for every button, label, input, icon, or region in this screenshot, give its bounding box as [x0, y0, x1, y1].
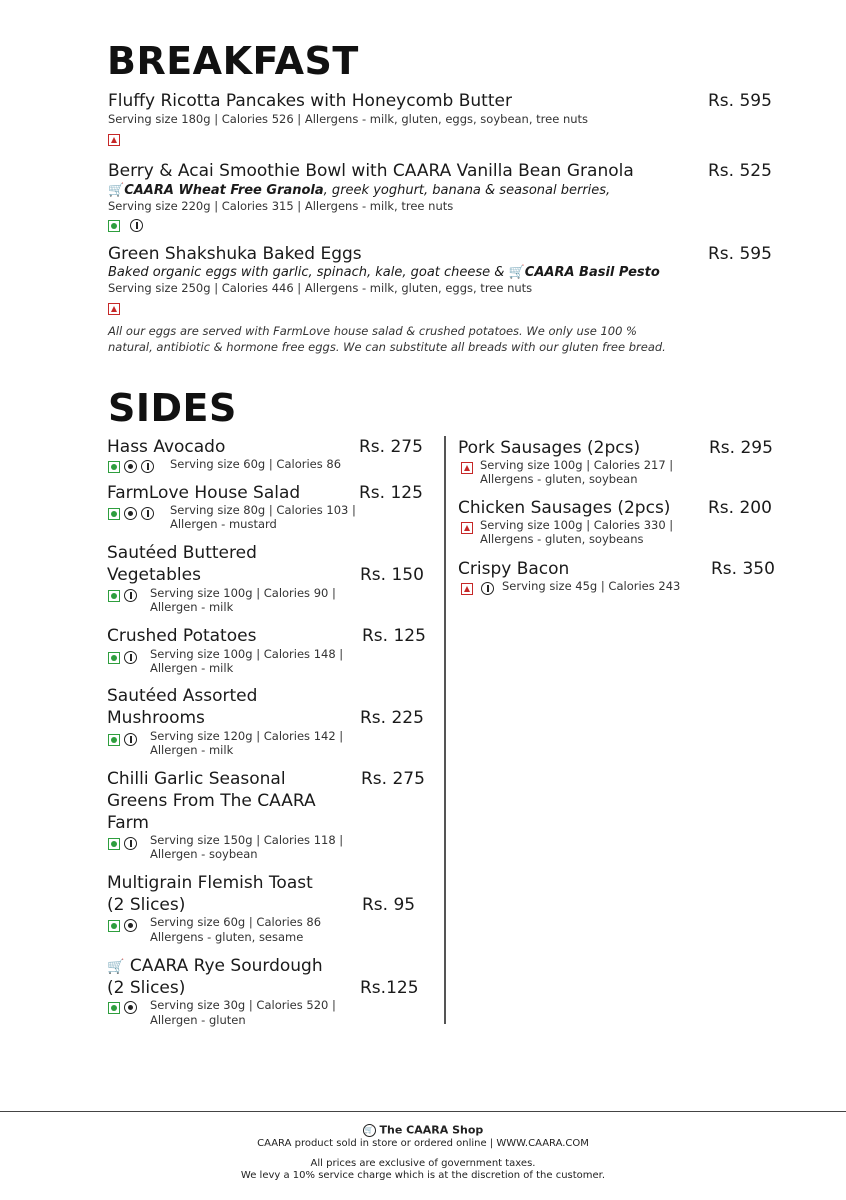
menu-item-description	[108, 264, 660, 281]
veg-icon	[108, 590, 120, 602]
side-item-price: Rs. 200	[708, 498, 772, 518]
side-item-meta: Serving size 60g | Calories 86	[170, 457, 342, 471]
side-item-allergen: Allergen - milk	[150, 661, 234, 675]
side-item-price: Rs. 295	[709, 438, 773, 458]
description-text: , greek yoghurt, banana & seasonal berries,	[323, 183, 611, 198]
footer-shop-title: The CAARA Shop	[379, 1123, 484, 1137]
caara-product-name: CAARA Basil Pesto	[524, 265, 660, 280]
menu-item-icons	[108, 219, 143, 232]
side-item-meta: Serving size 45g | Calories 243	[502, 579, 681, 593]
side-item-allergen: Allergen - gluten	[150, 1013, 246, 1027]
side-item-name: Crushed Potatoes	[107, 626, 257, 646]
side-item-allergen: Allergen - mustard	[170, 517, 277, 531]
side-item-price: Rs. 95	[362, 895, 416, 915]
gluten-free-icon	[481, 582, 494, 595]
side-item-icons	[108, 507, 154, 520]
side-item-name-line2: (2 Slices)	[107, 895, 186, 915]
side-item-price: Rs. 225	[360, 708, 424, 728]
menu-item-price: Rs. 595	[708, 91, 772, 111]
menu-item-meta: Serving size 250g | Calories 446 | Allergens - milk, gluten, eggs, tree nuts	[108, 281, 533, 295]
side-item-icons	[461, 462, 473, 474]
side-item-price: Rs. 125	[362, 626, 426, 646]
shopping-cart-icon: 🛒	[363, 1124, 376, 1137]
footer-divider	[0, 1111, 846, 1112]
sides-heading: SIDES	[108, 386, 237, 430]
eggs-note-line1: All our eggs are served with FarmLove house salad & crushed potatoes. We only use 100 %	[108, 324, 637, 338]
menu-item-meta: Serving size 180g | Calories 526 | Allergens - milk, gluten, eggs, soybean, tree nuts	[108, 112, 589, 126]
menu-item-name: Green Shakshuka Baked Eggs	[108, 244, 362, 264]
side-item-icons	[461, 582, 494, 595]
side-item-icons	[108, 589, 137, 602]
side-item-allergen: Allergens - gluten, soybeans	[480, 532, 644, 546]
side-item-icons	[108, 460, 154, 473]
side-item-price: Rs. 125	[359, 483, 423, 503]
nonveg-icon	[461, 462, 473, 474]
side-item-icons	[108, 1001, 137, 1014]
side-item-icons	[108, 651, 137, 664]
side-item-name: Crispy Bacon	[458, 559, 570, 579]
side-item-meta: Serving size 120g | Calories 142 |	[150, 729, 344, 743]
side-item-allergen: Allergen - soybean	[150, 847, 258, 861]
side-item-meta: Serving size 100g | Calories 90 |	[150, 586, 336, 600]
side-item-name-line2: Mushrooms	[107, 708, 205, 728]
side-item-meta: Serving size 100g | Calories 148 |	[150, 647, 344, 661]
side-item-allergen: Allergens - gluten, soybean	[480, 472, 638, 486]
side-item-meta: Serving size 80g | Calories 103 |	[170, 503, 356, 517]
footer-shop-note: CAARA product sold in store or ordered online | WWW.CAARA.COM	[257, 1138, 589, 1149]
description-text: Baked organic eggs with garlic, spinach, kale, goat cheese &	[108, 265, 509, 280]
side-item-meta: Serving size 150g | Calories 118 |	[150, 833, 344, 847]
side-item-price: Rs. 275	[359, 437, 423, 457]
side-item-name: Hass Avocado	[107, 437, 226, 457]
side-item-name: Multigrain Flemish Toast	[107, 873, 313, 893]
menu-item-icons	[108, 303, 120, 315]
side-item-name-line2: (2 Slices)	[107, 978, 186, 998]
nonveg-icon	[108, 134, 120, 146]
side-item-allergen: Allergens - gluten, sesame	[150, 930, 304, 944]
vegan-icon	[124, 507, 137, 520]
gluten-free-icon	[124, 837, 137, 850]
side-item-icons	[108, 733, 137, 746]
breakfast-heading: BREAKFAST	[107, 39, 359, 83]
menu-item-name: Berry & Acai Smoothie Bowl with CAARA Vanilla Bean Granola	[108, 161, 634, 181]
side-item-meta: Serving size 100g | Calories 330 |	[480, 518, 674, 532]
side-item-price: Rs. 150	[360, 565, 424, 585]
gluten-free-icon	[124, 733, 137, 746]
side-item-name: Chilli Garlic Seasonal	[107, 769, 286, 789]
eggs-note-line2: natural, antibiotic & hormone free eggs. We can substitute all breads with our gluten free bread.	[108, 340, 666, 354]
footer-shop	[0, 1124, 846, 1137]
veg-icon	[108, 461, 120, 473]
side-item-name: Chicken Sausages (2pcs)	[458, 498, 671, 518]
side-item-name: Sautéed Assorted	[107, 686, 258, 706]
gluten-free-icon	[141, 460, 154, 473]
side-item-name: FarmLove House Salad	[107, 483, 301, 503]
caara-product-name: CAARA Wheat Free Granola	[124, 183, 324, 198]
side-item-icons	[108, 919, 137, 932]
side-item-allergen: Allergen - milk	[150, 743, 234, 757]
menu-item-icons	[108, 134, 120, 146]
menu-item-name: Fluffy Ricotta Pancakes with Honeycomb Butter	[108, 91, 512, 111]
side-item-icons	[461, 522, 473, 534]
shopping-cart-icon: 🛒	[107, 959, 125, 975]
side-item-name: Sautéed Buttered	[107, 543, 257, 563]
vegan-icon	[124, 460, 137, 473]
shopping-cart-icon: 🛒	[108, 183, 125, 198]
footer-tax-note: All prices are exclusive of government taxes.	[310, 1158, 536, 1169]
side-item-price: Rs.125	[360, 978, 419, 998]
side-item-meta: Serving size 60g | Calories 86	[150, 915, 322, 929]
nonveg-icon	[108, 303, 120, 315]
menu-item-price: Rs. 525	[708, 161, 772, 181]
veg-icon	[108, 920, 120, 932]
gluten-free-icon	[124, 651, 137, 664]
side-item-meta: Serving size 30g | Calories 520 |	[150, 998, 336, 1012]
side-item-name: Pork Sausages (2pcs)	[458, 438, 641, 458]
veg-icon	[108, 652, 120, 664]
side-item-name-line2: Vegetables	[107, 565, 201, 585]
menu-item-price: Rs. 595	[708, 244, 772, 264]
veg-icon	[108, 1002, 120, 1014]
nonveg-icon	[461, 583, 473, 595]
shopping-cart-icon: 🛒	[508, 265, 525, 280]
footer-service-note: We levy a 10% service charge which is at the discretion of the customer.	[240, 1170, 606, 1181]
side-item-name	[107, 955, 323, 978]
veg-icon	[108, 838, 120, 850]
side-item-meta: Serving size 100g | Calories 217 |	[480, 458, 674, 472]
gluten-free-icon	[130, 219, 143, 232]
menu-item-meta: Serving size 220g | Calories 315 | Allergens - milk, tree nuts	[108, 199, 454, 213]
nonveg-icon	[461, 522, 473, 534]
column-divider	[444, 436, 446, 1024]
side-item-name-line2: Greens From The CAARA	[107, 791, 316, 811]
side-item-icons	[108, 837, 137, 850]
veg-icon	[108, 220, 120, 232]
gluten-free-icon	[124, 589, 137, 602]
side-item-name-line3: Farm	[107, 813, 149, 833]
side-item-price: Rs. 275	[361, 769, 425, 789]
gluten-free-icon	[141, 507, 154, 520]
vegan-icon	[124, 919, 137, 932]
side-item-name-text: CAARA Rye Sourdough	[129, 956, 323, 976]
vegan-icon	[124, 1001, 137, 1014]
side-item-price: Rs. 350	[711, 559, 775, 579]
side-item-allergen: Allergen - milk	[150, 600, 234, 614]
menu-item-description	[108, 182, 610, 199]
veg-icon	[108, 734, 120, 746]
veg-icon	[108, 508, 120, 520]
